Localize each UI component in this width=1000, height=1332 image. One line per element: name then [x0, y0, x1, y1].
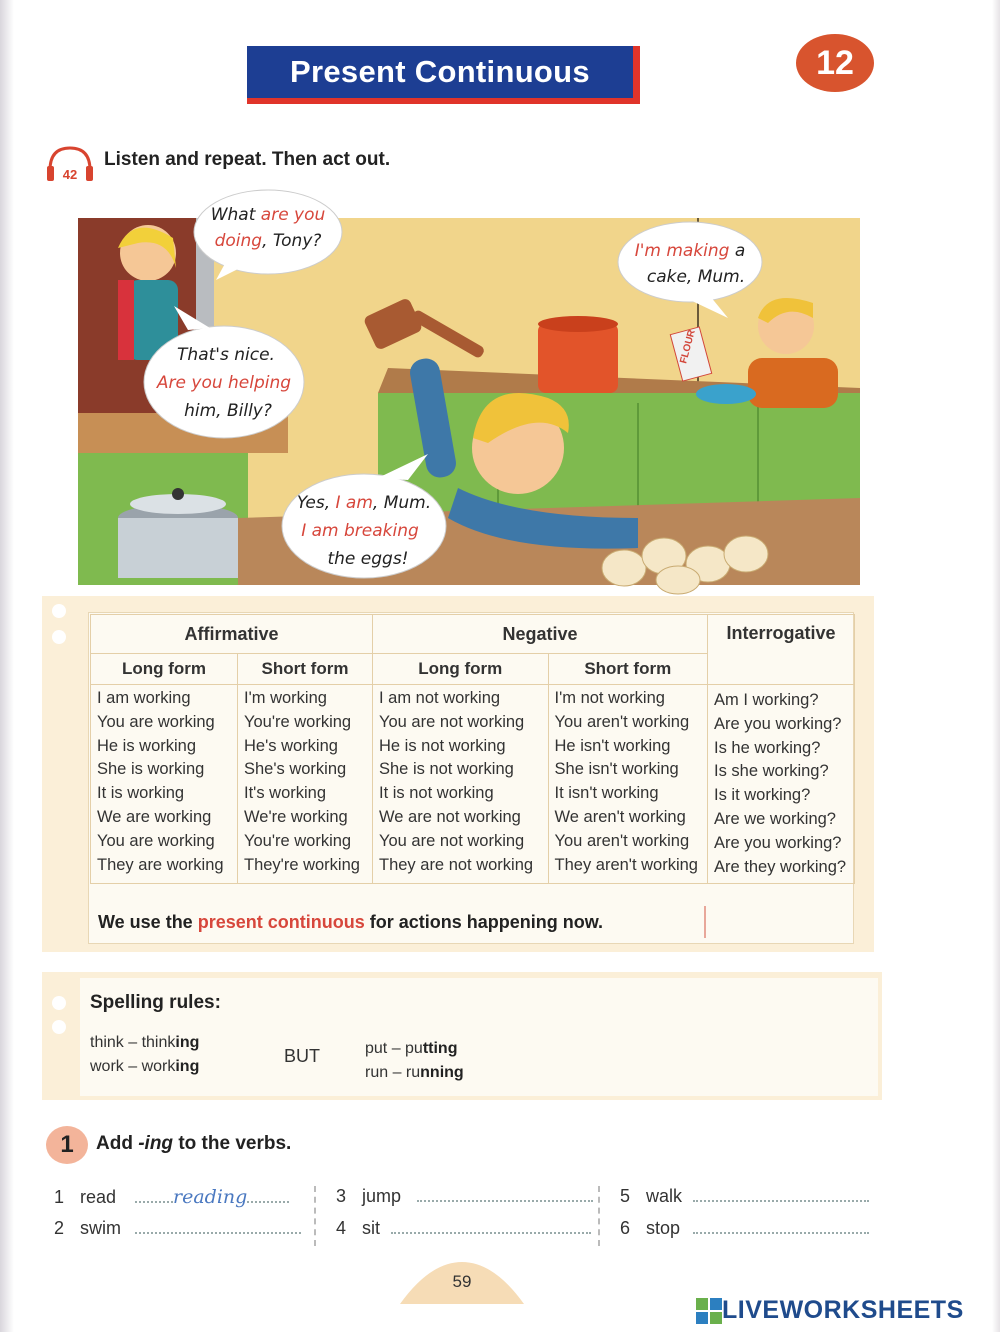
instruction-text: Listen and repeat. Then act out. [104, 149, 391, 170]
header-negative-short: Short form [548, 654, 707, 685]
exercise-item [336, 1186, 593, 1207]
brand-name: LIVEWORKSHEETS [722, 1296, 964, 1324]
headphones-icon[interactable] [44, 144, 96, 184]
spelling-stem: run – ru [365, 1064, 421, 1081]
table-cell: Are they working? [714, 857, 847, 876]
page-edge-right [992, 0, 1000, 1332]
table-cell: You aren't working [554, 712, 690, 731]
table-cell: It isn't working [554, 784, 659, 803]
header-negative-long: Long form [373, 654, 549, 685]
item-verb: stop [646, 1218, 681, 1238]
usage-highlight: present continuous [197, 912, 365, 932]
header-affirmative-long: Long form [91, 654, 238, 685]
table-cell: We're working [244, 807, 348, 826]
spelling-ending: ing [175, 1058, 200, 1075]
table-cell: You are not working [379, 831, 525, 850]
negative-short-column [548, 685, 707, 884]
bubble-text-highlight: I am [335, 493, 373, 513]
table-cell: You are working [97, 831, 215, 850]
table-cell: She isn't working [554, 760, 679, 779]
svg-text:doing, Tony? [215, 231, 322, 251]
bubble-text: cake, Mum. [646, 267, 746, 287]
affirmative-long-column [91, 685, 238, 884]
table-cell: Is he working? [714, 738, 821, 757]
binder-hole [52, 604, 66, 618]
table-cell: He is not working [379, 736, 506, 755]
header-interrogative: Interrogative [708, 615, 855, 685]
spelling-stem: think – think [90, 1034, 176, 1051]
table-cell: We aren't working [554, 807, 686, 826]
column-divider [598, 1186, 600, 1246]
spelling-example [365, 1040, 457, 1058]
table-cell: She is not working [379, 760, 514, 779]
mixing-bowl [696, 384, 756, 404]
bubble-text-highlight: are you [260, 205, 326, 225]
table-cell: Are you working? [714, 833, 842, 852]
bubble-text: the eggs! [327, 549, 409, 569]
exercise-item [620, 1218, 869, 1239]
bubble-text: , Tony? [262, 231, 322, 251]
answer-field[interactable] [693, 1186, 869, 1202]
header-negative: Negative [373, 615, 708, 654]
exercise-title-text: Add [96, 1133, 139, 1154]
spelling-example [90, 1034, 199, 1052]
binder-hole [52, 630, 66, 644]
table-cell: You're working [244, 712, 352, 731]
exercise-number: 1 [46, 1126, 88, 1164]
brand-logo-icon [696, 1298, 722, 1324]
bubble-text-highlight: doing [214, 231, 263, 251]
exercise-title [96, 1133, 291, 1155]
bubble-text: , Mum. [372, 493, 432, 513]
answer-dots [247, 1187, 289, 1203]
exercise-title-emphasis: -ing [138, 1133, 174, 1154]
table-cell: Am I working? [714, 691, 819, 709]
table-cell: They are not working [379, 855, 534, 874]
exercise-item [54, 1186, 289, 1208]
table-cell: Is it working? [714, 786, 811, 805]
answer-field[interactable] [417, 1186, 593, 1202]
table-cell: You aren't working [554, 831, 690, 850]
item-verb: walk [646, 1186, 683, 1206]
table-cell: She's working [244, 760, 347, 779]
binder-hole [52, 996, 66, 1010]
answer-field[interactable] [391, 1218, 591, 1234]
svg-text:What are you [211, 205, 326, 225]
item-verb: jump [362, 1186, 402, 1206]
page-number: 59 [452, 1272, 472, 1291]
svg-text:Yes, I am, Mum. [297, 493, 431, 513]
audio-track-number: 42 [62, 167, 78, 182]
spelling-ending: ing [175, 1034, 200, 1051]
item-number: 6 [620, 1218, 631, 1238]
item-verb: read [80, 1187, 117, 1207]
page-title: Present Continuous [247, 46, 633, 98]
unit-number-badge: 12 [796, 34, 874, 92]
answer-field[interactable] [135, 1218, 301, 1234]
brand-watermark [696, 1296, 964, 1325]
table-cell: We are not working [379, 807, 521, 826]
item-number: 2 [54, 1218, 65, 1238]
column-divider [314, 1186, 316, 1246]
table-cell: Are we working? [714, 809, 836, 828]
table-cell: They are working [97, 855, 224, 874]
answer-field[interactable] [693, 1218, 869, 1234]
spelling-stem: put – pu [365, 1040, 423, 1057]
exercise-item [54, 1218, 301, 1239]
table-cell: He's working [244, 736, 338, 755]
item-verb: swim [80, 1218, 121, 1238]
answer-field[interactable]: reading [173, 1186, 248, 1208]
table-cell: He isn't working [554, 736, 671, 755]
table-cell: Are you working? [714, 714, 842, 733]
table-cell: It is working [97, 784, 185, 803]
spelling-ending: nning [420, 1064, 464, 1081]
exercise-item [620, 1186, 869, 1207]
table-cell: Is she working? [714, 762, 829, 781]
bubble-text: a [729, 241, 746, 261]
flour-label: FLOUR [678, 328, 698, 365]
affirmative-short-column [238, 685, 373, 884]
spelling-ending: tting [422, 1040, 458, 1057]
table-cell: It's working [244, 784, 327, 803]
negative-long-column [373, 685, 549, 884]
interrogative-column [708, 685, 855, 884]
bubble-text-highlight: I am breaking [301, 521, 419, 541]
bubble-text: What [210, 205, 261, 225]
exercise-title-text: to the verbs. [173, 1133, 292, 1154]
table-cell: You're working [244, 831, 352, 850]
item-number: 4 [336, 1218, 347, 1238]
binder-hole [52, 1020, 66, 1034]
table-cell: It is not working [379, 784, 494, 803]
table-cell: I'm not working [554, 689, 665, 707]
spelling-title: Spelling rules: [90, 992, 221, 1013]
header-affirmative-short: Short form [238, 654, 373, 685]
usage-text: for actions happening now. [364, 912, 604, 932]
bubble-text-highlight: I'm making [634, 241, 730, 261]
bubble-text-highlight: Are you helping [156, 373, 292, 393]
title-banner [247, 46, 640, 104]
spelling-example [365, 1064, 464, 1082]
table-cell: You are working [97, 712, 215, 731]
item-number: 3 [336, 1186, 347, 1206]
usage-note [90, 906, 706, 938]
table-cell: He is working [97, 736, 197, 755]
table-cell: They aren't working [554, 855, 698, 874]
usage-text: We use the [98, 912, 198, 932]
table-cell: We are working [97, 807, 212, 826]
table-cell: You are not working [379, 712, 525, 731]
spelling-but: BUT [284, 1046, 320, 1066]
answer-dots [135, 1187, 173, 1203]
table-cell: I am not working [379, 689, 501, 707]
kitchen-illustration [78, 205, 860, 585]
spelling-example [90, 1058, 199, 1076]
item-number: 5 [620, 1186, 631, 1206]
table-cell: She is working [97, 760, 205, 779]
bubble-text: him, Billy? [184, 401, 272, 421]
svg-text:I'm making a [635, 241, 746, 261]
cooking-pot [118, 518, 238, 578]
grammar-table [90, 614, 855, 884]
spelling-stem: work – work [90, 1058, 176, 1075]
bubble-text: Yes, [296, 493, 336, 513]
bubble-text: That's nice. [177, 345, 275, 365]
item-number: 1 [54, 1187, 65, 1207]
header-affirmative: Affirmative [91, 615, 373, 654]
exercise-item [336, 1218, 591, 1239]
table-cell: They're working [244, 855, 360, 874]
page-edge-left [0, 0, 14, 1332]
item-verb: sit [362, 1218, 380, 1238]
table-cell: I am working [97, 689, 191, 707]
table-cell: I'm working [244, 689, 327, 707]
mixer [538, 323, 618, 393]
